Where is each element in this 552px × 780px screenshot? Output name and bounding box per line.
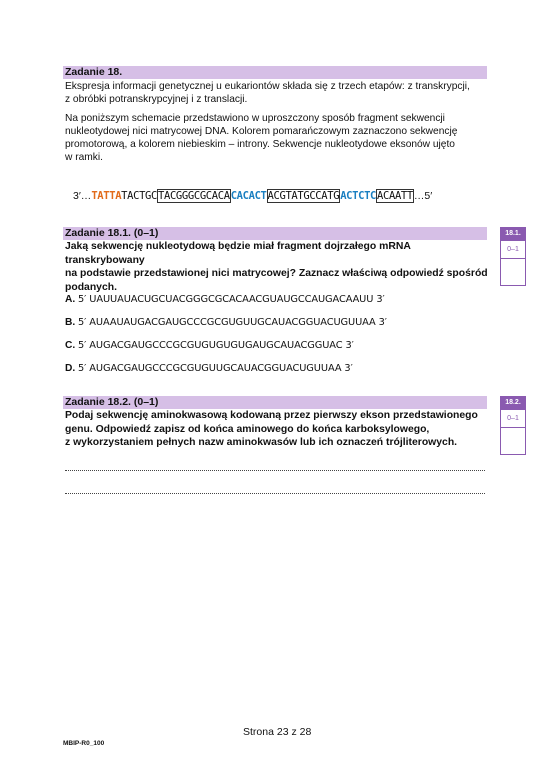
answer-option-a[interactable] (65, 293, 385, 306)
answer-option-d[interactable] (65, 362, 353, 375)
option-text: 5′ AUAAUAUGACGAUGCCCGCGUGUUGCAUACGGUACUGUUAA 3′ (78, 317, 387, 328)
score-points: 0–1 (501, 409, 525, 427)
score-box-18-1 (500, 227, 526, 286)
intron-1: CACACT (230, 190, 267, 202)
exon-3: ACAATT (377, 190, 413, 202)
sequence-end: …5′ (413, 190, 433, 202)
intron-2: ACTCTC (340, 190, 377, 202)
option-text: 5′ AUGACGAUGCCCGCGUGUGUGUGAUGCAUACGGUAC 3′ (78, 340, 354, 351)
exam-code: MBIP-R0_100 (63, 740, 105, 747)
option-letter: C. (65, 340, 76, 351)
question-line-2: genu. Odpowiedź zapisz od końca aminowego do końca karboksylowego, (65, 423, 430, 435)
task-18-header-bar (63, 66, 487, 79)
answer-option-c[interactable] (65, 339, 354, 352)
option-letter: A. (65, 294, 76, 305)
intro-line-2: z obróbki potranskrypcyjnej i z translacji. (65, 94, 248, 105)
answer-option-b[interactable] (65, 316, 387, 329)
question-line-2: na podstawie przedstawionej nici matrycowej? Zaznacz właściwą odpowiedź spośród (65, 268, 488, 280)
sequence-segment: TACTGC (121, 190, 158, 202)
option-text: 5′ AUGACGAUGCCCGCGUGUUGCAUACGGUACUGUUAA 3′ (78, 363, 353, 374)
desc-line-1: Na poniższym schemacie przedstawiono w uproszczony sposób fragment sekwencji (65, 113, 445, 124)
desc-line-4: w ramki. (65, 152, 103, 163)
task-18-2-title: Zadanie 18.2. (0–1) (65, 396, 159, 408)
exon-1: TACGGGCGCACA (158, 190, 230, 202)
task-18-title: Zadanie 18. (65, 66, 123, 78)
question-line-3: z wykorzystaniem pełnych nazw aminokwasów lub ich oznaczeń trójliterowych. (65, 437, 458, 449)
option-letter: B. (65, 317, 76, 328)
score-points: 0–1 (501, 240, 525, 258)
sequence-start: 3′… (73, 190, 92, 202)
desc-line-2: nukleotydowej nici matrycowej DNA. Kolorem pomarańczowym zaznaczono sekwencję (65, 126, 458, 137)
question-line-1: Jaką sekwencję nukleotydową będzie miał fragment dojrzałego mRNA transkrybowany (65, 241, 411, 266)
score-label: 18.2. (501, 397, 525, 409)
answer-line-2[interactable] (65, 492, 485, 494)
option-text: 5′ UAUUAUACUGCUACGGGCGCACAACGUAUGCCAUGACAAUU 3′ (78, 294, 385, 305)
task-18-1-question (65, 240, 489, 294)
score-entry-field[interactable] (501, 258, 525, 285)
intro-line-1: Ekspresja informacji genetycznej u eukariontów składa się z trzech etapów: z transkrypcji, (65, 81, 470, 92)
desc-line-3: promotorową, a kolorem niebieskim – introny. Sekwencje nukleotydowe eksonów ujęto (65, 139, 455, 150)
score-box-18-2 (500, 396, 526, 455)
option-letter: D. (65, 363, 76, 374)
score-label: 18.1. (501, 228, 525, 240)
exon-2: ACGTATGCCATG (267, 190, 340, 202)
task-18-1-title: Zadanie 18.1. (0–1) (65, 227, 159, 239)
question-line-3: podanych. (65, 281, 117, 293)
task-18-2-question (65, 409, 489, 450)
dna-template-sequence (73, 189, 432, 203)
task-18-description (65, 112, 485, 164)
promoter-sequence: TATTA (91, 190, 122, 202)
page-number: Strona 23 z 28 (243, 726, 312, 738)
answer-line-1[interactable] (65, 469, 485, 471)
task-18-intro (65, 80, 485, 106)
score-entry-field[interactable] (501, 427, 525, 454)
question-line-1: Podaj sekwencję aminokwasową kodowaną przez pierwszy ekson przedstawionego (65, 410, 478, 421)
